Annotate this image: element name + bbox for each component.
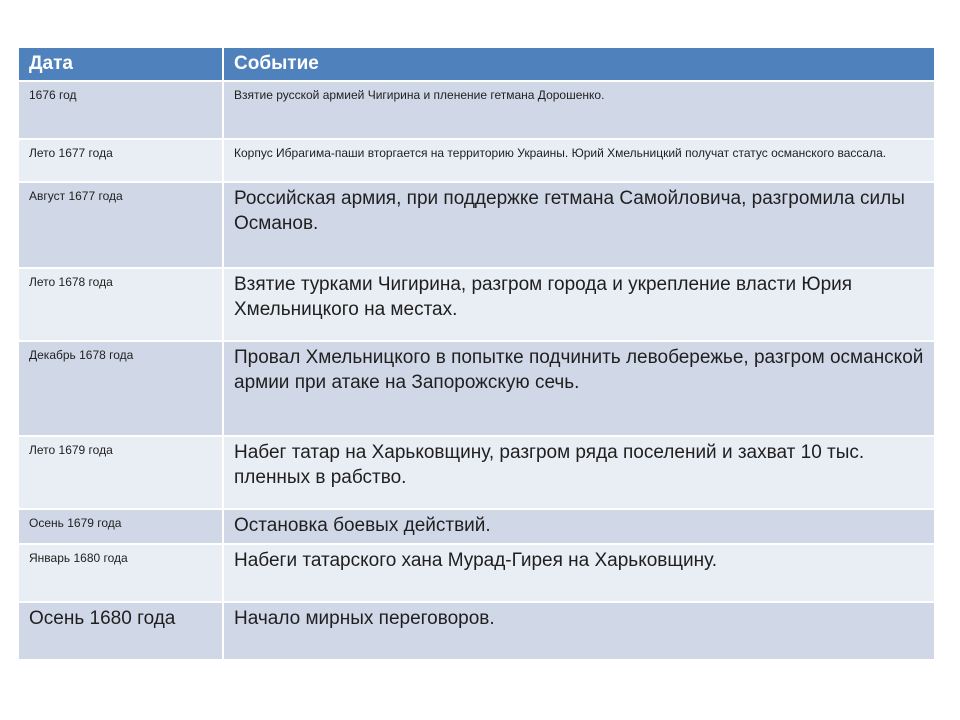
row-date: Лето 1678 года [19,269,224,342]
row-date: Лето 1677 года [19,140,224,183]
table-row [19,342,934,437]
row-date: 1676 год [19,82,224,140]
table-row [19,603,934,661]
row-event: Начало мирных переговоров. [224,603,934,661]
table-row [19,269,934,342]
table-row [19,510,934,545]
row-date: Осень 1679 года [19,510,224,545]
row-date: Осень 1680 года [19,603,224,661]
table-row [19,82,934,140]
row-event: Российская армия, при поддержке гетмана Самойловича, разгромила силы Османов. [224,183,934,269]
row-event: Взятие русской армией Чигирина и пленение гетмана Дорошенко. [224,82,934,140]
row-event: Провал Хмельницкого в попытке подчинить левобережье, разгром османской армии при атаке на Запорожскую сечь. [224,342,934,437]
row-date: Август 1677 года [19,183,224,269]
table-header-row [19,48,934,82]
row-event: Взятие турками Чигирина, разгром города и укрепление власти Юрия Хмельницкого на местах. [224,269,934,342]
row-event: Набеги татарского хана Мурад-Гирея на Харьковщину. [224,545,934,603]
header-event: Событие [224,48,934,82]
table-row [19,545,934,603]
row-event: Корпус Ибрагима-паши вторгается на территорию Украины. Юрий Хмельницкий получат статус османского вассала. [224,140,934,183]
header-date: Дата [19,48,224,82]
row-event: Набег татар на Харьковщину, разгром ряда поселений и захват 10 тыс. пленных в рабство. [224,437,934,510]
table-row [19,183,934,269]
table-row [19,140,934,183]
table-row [19,437,934,510]
row-event: Остановка боевых действий. [224,510,934,545]
row-date: Декабрь 1678 года [19,342,224,437]
timeline-table [19,48,934,661]
row-date: Лето 1679 года [19,437,224,510]
row-date: Январь 1680 года [19,545,224,603]
